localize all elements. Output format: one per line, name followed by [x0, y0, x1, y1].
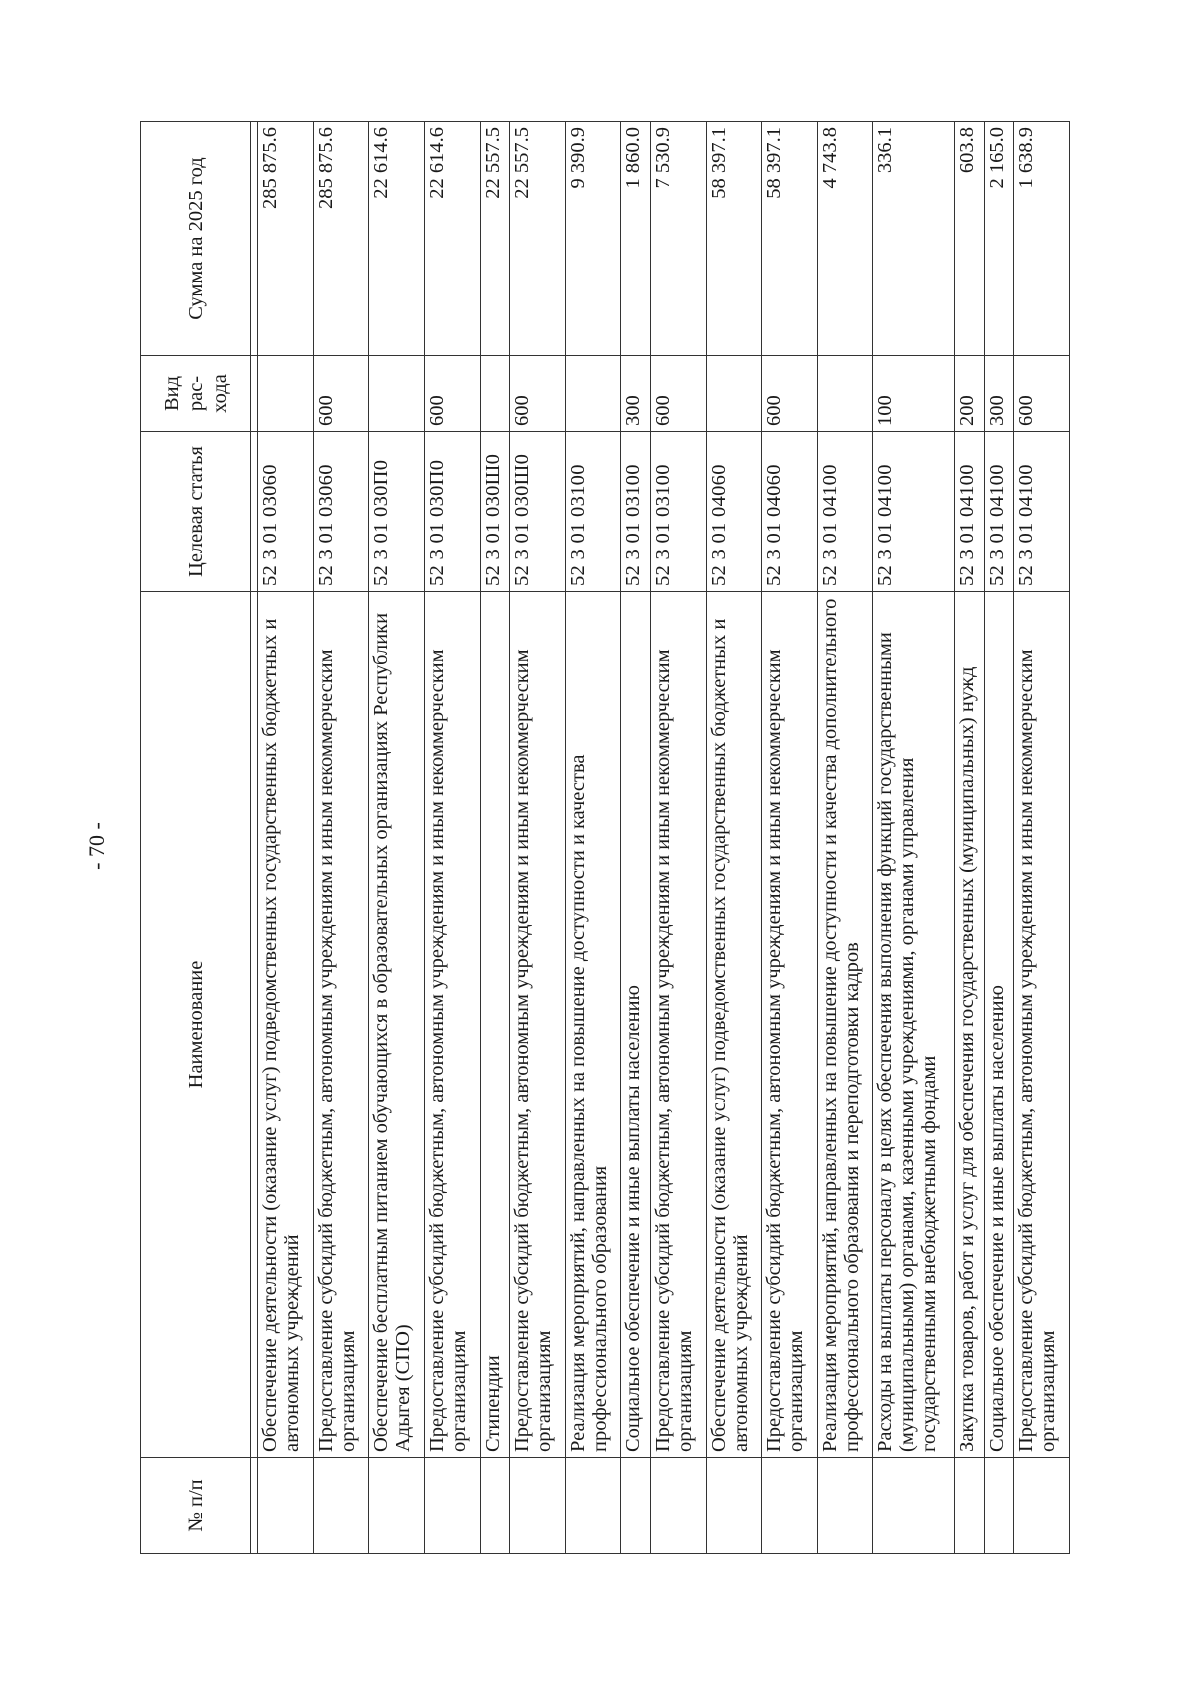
header-code: Целевая статья	[141, 432, 251, 592]
row-name: Социальное обеспечение и иные выплаты населению	[621, 592, 651, 1458]
row-vid: 300	[984, 356, 1014, 432]
row-name: Социальное обеспечение и иные выплаты населению	[984, 592, 1014, 1458]
row-num	[650, 1458, 706, 1554]
row-name: Предоставление субсидий бюджетным, автономным учреждениям и иным некоммерческим организациям	[1014, 592, 1070, 1458]
row-num	[762, 1458, 818, 1554]
table-row	[650, 122, 706, 1554]
row-sum: 2 165.0	[984, 122, 1014, 356]
row-vid	[565, 356, 621, 432]
row-num	[955, 1458, 985, 1554]
row-num	[873, 1458, 955, 1554]
row-vid: 600	[510, 356, 566, 432]
table-row	[984, 122, 1014, 1554]
spacer-cell	[251, 592, 258, 1458]
table-row	[480, 122, 510, 1554]
row-code: 52 3 01 030П0	[369, 432, 425, 592]
row-code: 52 3 01 04100	[873, 432, 955, 592]
table-row	[873, 122, 955, 1554]
table-header-row	[141, 122, 251, 1554]
spacer-cell	[251, 432, 258, 592]
row-vid: 600	[313, 356, 369, 432]
row-code: 52 3 01 04100	[955, 432, 985, 592]
row-code: 52 3 01 04100	[817, 432, 873, 592]
table-row	[424, 122, 480, 1554]
row-name: Предоставление субсидий бюджетным, автономным учреждениям и иным некоммерческим организациям	[650, 592, 706, 1458]
row-name: Предоставление субсидий бюджетным, автономным учреждениям и иным некоммерческим организациям	[424, 592, 480, 1458]
row-sum: 336.1	[873, 122, 955, 356]
page-number: - 70 -	[84, 822, 109, 870]
table-row	[565, 122, 621, 1554]
header-vid: Вид рас- хода	[141, 356, 251, 432]
row-code: 52 3 01 03100	[565, 432, 621, 592]
row-name: Предоставление субсидий бюджетным, автономным учреждениям и иным некоммерческим организациям	[510, 592, 566, 1458]
table-row	[762, 122, 818, 1554]
row-num	[706, 1458, 762, 1554]
table-row	[706, 122, 762, 1554]
row-num	[424, 1458, 480, 1554]
row-sum: 22 614.6	[369, 122, 425, 356]
row-vid: 300	[621, 356, 651, 432]
row-num	[817, 1458, 873, 1554]
table-row	[955, 122, 985, 1554]
row-num	[510, 1458, 566, 1554]
row-vid	[706, 356, 762, 432]
row-num	[369, 1458, 425, 1554]
row-vid: 600	[424, 356, 480, 432]
row-sum: 1 860.0	[621, 122, 651, 356]
table-row	[817, 122, 873, 1554]
row-code: 52 3 01 03060	[258, 432, 314, 592]
table-row	[621, 122, 651, 1554]
row-sum: 58 397.1	[762, 122, 818, 356]
row-num	[313, 1458, 369, 1554]
row-num	[565, 1458, 621, 1554]
row-name: Реализация мероприятий, направленных на повышение доступности и качества профессионального образования	[565, 592, 621, 1458]
table-body	[251, 122, 1070, 1554]
row-name: Расходы на выплаты персоналу в целях обеспечения выполнения функций государственными (муниципальными) органами, казенными учреждениями, органами управления государственными внебюджетными фондами	[873, 592, 955, 1458]
row-num	[621, 1458, 651, 1554]
row-sum: 285 875.6	[258, 122, 314, 356]
row-name: Стипендии	[480, 592, 510, 1458]
row-vid: 200	[955, 356, 985, 432]
row-sum: 285 875.6	[313, 122, 369, 356]
table-row	[258, 122, 314, 1554]
row-vid: 600	[762, 356, 818, 432]
row-name: Предоставление субсидий бюджетным, автономным учреждениям и иным некоммерческим организациям	[762, 592, 818, 1458]
budget-table	[140, 121, 1070, 1554]
row-vid: 600	[650, 356, 706, 432]
row-sum: 603.8	[955, 122, 985, 356]
row-name: Обеспечение деятельности (оказание услуг) подведомственных государственных бюджетных и автономных учреждений	[706, 592, 762, 1458]
row-vid	[480, 356, 510, 432]
row-code: 52 3 01 04060	[762, 432, 818, 592]
row-code: 52 3 01 030Ш0	[510, 432, 566, 592]
row-vid: 100	[873, 356, 955, 432]
row-vid	[369, 356, 425, 432]
row-name: Реализация мероприятий, направленных на повышение доступности и качества дополнительного профессионального образования и переподготовки кадров	[817, 592, 873, 1458]
row-num	[1014, 1458, 1070, 1554]
table-row	[369, 122, 425, 1554]
row-name: Предоставление субсидий бюджетным, автономным учреждениям и иным некоммерческим организациям	[313, 592, 369, 1458]
table-row	[313, 122, 369, 1554]
table-row	[510, 122, 566, 1554]
row-sum: 9 390.9	[565, 122, 621, 356]
row-sum: 4 743.8	[817, 122, 873, 356]
row-name: Закупка товаров, работ и услуг для обеспечения государственных (муниципальных) нужд	[955, 592, 985, 1458]
row-name: Обеспечение бесплатным питанием обучающихся в образовательных организациях Республики Адыгея (СПО)	[369, 592, 425, 1458]
row-sum: 22 557.5	[510, 122, 566, 356]
header-sum: Сумма на 2025 год	[141, 122, 251, 356]
row-num	[984, 1458, 1014, 1554]
row-sum: 22 614.6	[424, 122, 480, 356]
row-sum: 58 397.1	[706, 122, 762, 356]
header-num: № п/п	[141, 1458, 251, 1554]
row-sum: 22 557.5	[480, 122, 510, 356]
rotated-table-container	[140, 122, 1070, 1554]
table-row	[1014, 122, 1070, 1554]
row-code: 52 3 01 030П0	[424, 432, 480, 592]
row-code: 52 3 01 04100	[1014, 432, 1070, 592]
row-vid	[817, 356, 873, 432]
row-name: Обеспечение деятельности (оказание услуг) подведомственных государственных бюджетных и автономных учреждений	[258, 592, 314, 1458]
row-sum: 7 530.9	[650, 122, 706, 356]
row-code: 52 3 01 03100	[621, 432, 651, 592]
spacer-cell	[251, 122, 258, 356]
row-vid: 600	[1014, 356, 1070, 432]
spacer-row	[251, 122, 258, 1554]
header-name: Наименование	[141, 592, 251, 1458]
spacer-cell	[251, 1458, 258, 1554]
row-vid	[258, 356, 314, 432]
spacer-cell	[251, 356, 258, 432]
row-code: 52 3 01 04100	[984, 432, 1014, 592]
row-num	[258, 1458, 314, 1554]
row-code: 52 3 01 030Ш0	[480, 432, 510, 592]
row-code: 52 3 01 03100	[650, 432, 706, 592]
row-sum: 1 638.9	[1014, 122, 1070, 356]
row-code: 52 3 01 03060	[313, 432, 369, 592]
row-num	[480, 1458, 510, 1554]
row-code: 52 3 01 04060	[706, 432, 762, 592]
